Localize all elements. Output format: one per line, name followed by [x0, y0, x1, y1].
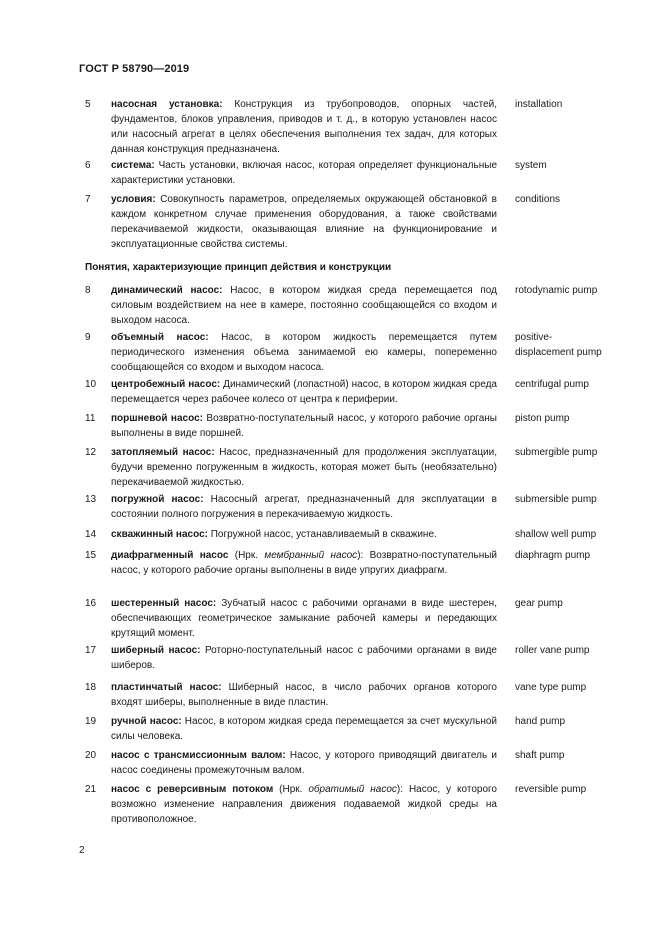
document-header: ГОСТ Р 58790—2019 — [79, 63, 190, 75]
entry-body — [111, 596, 497, 641]
entry-body — [111, 158, 497, 188]
entry-number: 18 — [85, 682, 97, 693]
entry-term: объемный насос: — [111, 332, 209, 343]
entry-term: пластинчатый насос: — [111, 682, 222, 693]
entry-term: поршневой насос: — [111, 413, 203, 424]
entry-term: шестеренный насос: — [111, 598, 217, 609]
entry-english: centrifugal pump — [515, 379, 589, 390]
entry-term: диафрагменный насос — [111, 550, 229, 561]
entry-body — [111, 527, 497, 542]
entry-number: 10 — [85, 379, 97, 390]
entry-body — [111, 643, 497, 673]
entry-definition: Насос, в котором жидкая среда перемещается за счет мускульной силы человека. — [111, 716, 497, 742]
entry-english: hand pump — [515, 716, 566, 727]
entry-english: positive-displacement pump — [515, 332, 602, 358]
entry-english: reversible pump — [515, 784, 587, 795]
entry-body — [111, 748, 497, 778]
entry-definition-post: ): Возвратно-поступательный насос, у которого рабочие органы выполнены в виде упругих диафрагм. — [111, 550, 498, 576]
entry-term: динамический насос: — [111, 285, 223, 296]
entry-term: насосная установка: — [111, 99, 223, 110]
entry-body — [111, 330, 497, 375]
entry-number: 16 — [85, 598, 97, 609]
entry-english: diaphragm pump — [515, 550, 591, 561]
entry-english: piston pump — [515, 413, 570, 424]
entry-definition: Шиберный насос, в число рабочих органов которого входят шиберы, выполненные в виде пластин. — [111, 682, 497, 708]
entry-body — [111, 492, 497, 522]
entry-number: 8 — [85, 285, 91, 296]
entry-body — [111, 97, 497, 157]
entry-english: gear pump — [515, 598, 563, 609]
entry-term: насос с реверсивным потоком — [111, 784, 274, 795]
page-number: 2 — [79, 845, 85, 856]
entry-number: 5 — [85, 99, 91, 110]
entry-deprecated-term: мембранный насос — [264, 550, 358, 561]
entry-body — [111, 714, 497, 744]
entry-english: shaft pump — [515, 750, 565, 761]
entry-term: условия: — [111, 194, 156, 205]
entry-english: system — [515, 160, 547, 171]
entry-definition: Насос, в котором жидкость перемещается путем периодического изменения объема занимаемой ею камеры, попеременно сообщающейся со входом и выходом насоса. — [111, 332, 498, 373]
entry-english: rotodynamic pump — [515, 285, 598, 296]
entry-definition: Возвратно-поступательный насос, у которого рабочие органы выполнены в виде поршней. — [111, 413, 497, 439]
entry-english: installation — [515, 99, 563, 110]
entry-number: 19 — [85, 716, 97, 727]
entry-number: 21 — [85, 784, 97, 795]
entry-definition: Погружной насос, устанавливаемый в скважине. — [207, 529, 437, 540]
entry-english: roller vane pump — [515, 645, 590, 656]
entry-number: 13 — [85, 494, 97, 505]
entry-term: скважинный насос: — [111, 529, 208, 540]
entry-body — [111, 377, 497, 407]
entry-deprecated-term: обратимый насос — [308, 784, 397, 795]
entry-number: 9 — [85, 332, 91, 343]
entry-number: 12 — [85, 447, 97, 458]
entry-term: шиберный насос: — [111, 645, 201, 656]
entry-definition-pre: (Нрк. — [273, 784, 309, 795]
entry-number: 15 — [85, 550, 97, 561]
entry-number: 14 — [85, 529, 97, 540]
entry-definition: Совокупность параметров, определяемых окружающей обстановкой в каждом конкретном случае применения оборудования, а также свойствами перекачиваемой жидкости, оказывающая влияние на функционирование и эксплуатационные свойства системы. — [111, 194, 497, 250]
entry-definition: Насос, в котором жидкая среда перемещается под силовым воздействием на нее в камере, постоянно сообщающейся со входом и выходом насоса. — [111, 285, 497, 326]
entry-term: погружной насос: — [111, 494, 204, 505]
entry-english: shallow well pump — [515, 529, 597, 540]
entry-definition: Зубчатый насос с рабочими органами в виде шестерен, обеспечивающих геометрическое замыкание рабочей камеры и передающих крутящий момент. — [111, 598, 497, 639]
entry-term: система: — [111, 160, 155, 171]
entry-term: центробежный насос: — [111, 379, 221, 390]
entry-number: 11 — [85, 413, 96, 424]
entry-body — [111, 192, 497, 252]
entry-body — [111, 445, 497, 490]
entry-body — [111, 548, 497, 578]
entry-definition: Динамический (лопастной) насос, в котором жидкая среда перемещается через рабочее колесо от центра к периферии. — [111, 379, 497, 405]
entry-definition: Насосный агрегат, предназначенный для эксплуатации в состоянии полного погружения в перекачиваемую жидкость. — [111, 494, 497, 520]
entry-body — [111, 680, 497, 710]
entry-definition: Насос, предназначенный для продолжения эксплуатации, будучи временно погруженным в жидкость, которая может быть (необязательно) перекачиваемой жидкостью. — [111, 447, 498, 488]
entry-number: 7 — [85, 194, 91, 205]
entry-term: затопляемый насос: — [111, 447, 215, 458]
entry-number: 6 — [85, 160, 91, 171]
entry-definition-pre: (Нрк. — [228, 550, 265, 561]
entry-body — [111, 782, 497, 827]
entry-definition: Насос, у которого приводящий двигатель и насос соединены промежуточным валом. — [111, 750, 497, 776]
entry-definition: Роторно-поступательный насос с рабочими органами в виде шиберов. — [111, 645, 497, 671]
entry-english: vane type pump — [515, 682, 587, 693]
entry-body — [111, 283, 497, 328]
entry-body — [111, 411, 497, 441]
entry-number: 20 — [85, 750, 97, 761]
section-heading: Понятия, характеризующие принцип действия и конструкции — [85, 262, 392, 273]
entry-english: submersible pump — [515, 494, 597, 505]
entry-definition: Конструкция из трубопроводов, опорных частей, фундаментов, блоков управления, приводов и т. д., в которую установлен насос или насосный агрегат в целях обеспечения выполнения тех задач, для которых данная конструкция предназначена. — [111, 99, 497, 155]
entry-term: ручной насос: — [111, 716, 182, 727]
entry-number: 17 — [85, 645, 97, 656]
entry-definition-post: ): Насос, у которого возможно изменение направления движения подаваемой жидкой среды на противоположное. — [111, 784, 497, 825]
entry-english: submergible pump — [515, 447, 598, 458]
entry-definition: Часть установки, включая насос, которая определяет функциональные характеристики установки. — [111, 160, 497, 186]
entry-english: conditions — [515, 194, 561, 205]
entry-term: насос с трансмиссионным валом: — [111, 750, 286, 761]
